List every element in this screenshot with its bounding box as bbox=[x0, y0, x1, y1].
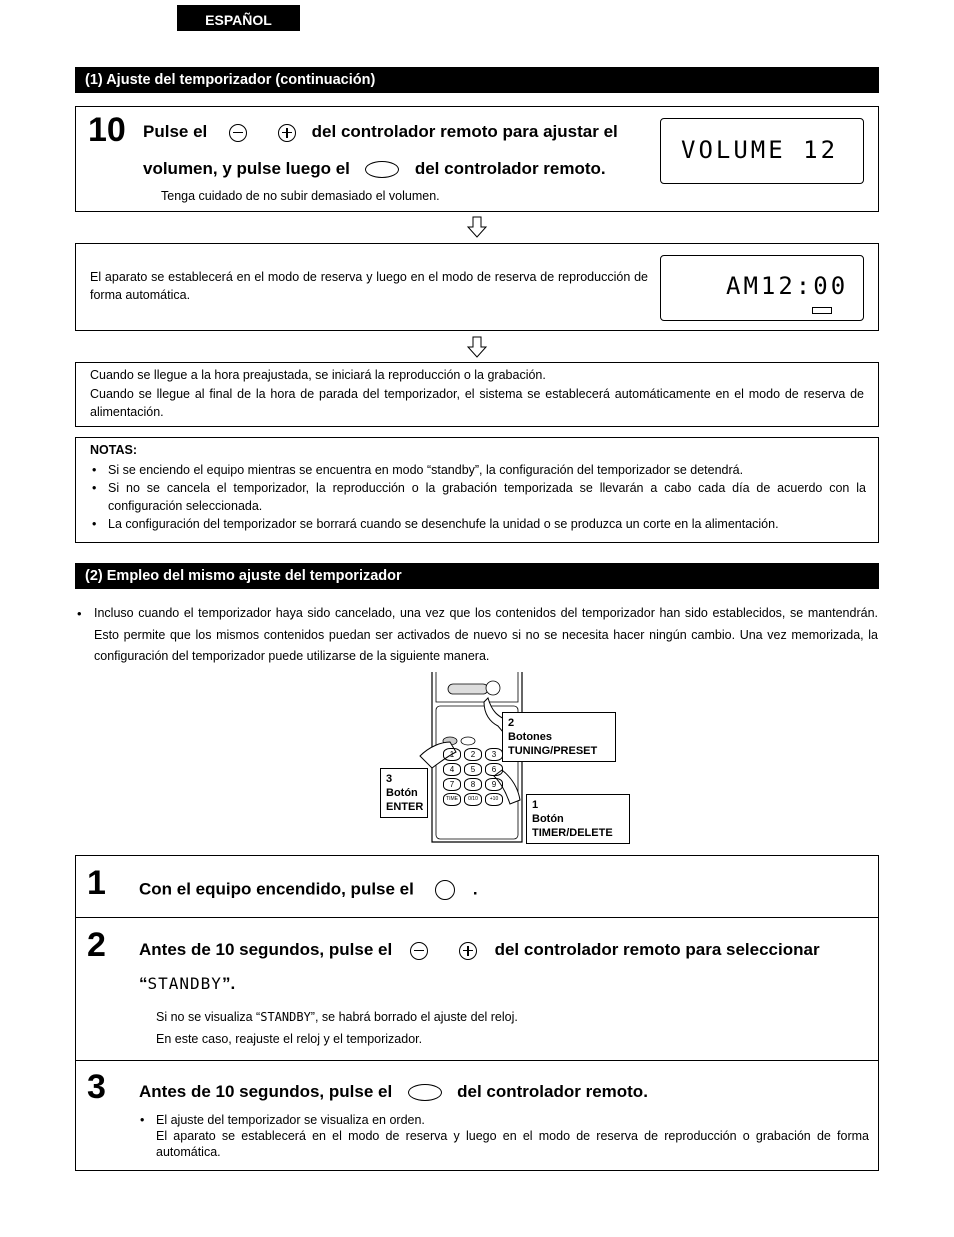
key-2: 2 bbox=[464, 748, 482, 761]
step-10-text-b: del controlador remoto para ajustar el bbox=[311, 122, 618, 141]
step-3-text bbox=[139, 1083, 648, 1101]
quote-close: ”. bbox=[221, 974, 236, 993]
playback-box bbox=[75, 362, 879, 427]
step-10-text-c: volumen, y pulse luego el bbox=[143, 159, 350, 178]
callout-label: Botones bbox=[508, 731, 552, 743]
step-2-note1 bbox=[156, 1008, 518, 1026]
intro-text: Incluso cuando el temporizador haya sido cancelado, una vez que los contenidos del temporizador han sido establecidos, se mantendrán. Esto permite que los mismos contenidos puedan ser activados de nuevo si no se necesita hacer ningún cambio. Una vez memorizada, la configuración del temporizador puede utilizarse de la siguiente manera. bbox=[94, 606, 878, 663]
key-9: 9 bbox=[485, 778, 503, 791]
step-3-bullet-cont: El aparato se establecerá en el modo de reserva y luego en el modo de reserva de reproducción o grabación de forma automática. bbox=[156, 1129, 869, 1159]
lcd-clock-text: AM12:00 bbox=[726, 272, 849, 300]
lcd-display-clock bbox=[660, 255, 864, 321]
step-3-text-b: del controlador remoto. bbox=[457, 1082, 648, 1101]
step-10-line2 bbox=[143, 160, 606, 178]
step-2-text-b: del controlador remoto para seleccionar bbox=[494, 940, 820, 959]
step-1-text bbox=[139, 880, 478, 900]
tuning-up-icon bbox=[459, 942, 477, 960]
standby-box bbox=[75, 243, 879, 331]
step-2-line1 bbox=[139, 941, 820, 960]
callout-label: Botón bbox=[532, 813, 564, 825]
enter-button-icon bbox=[365, 161, 399, 178]
timer-button-icon bbox=[435, 880, 455, 900]
note-item: • Si no se cancela el temporizador, la reproducción o la grabación temporizada se llevarán a cabo cada día de acuerdo con la configuración seleccionada. bbox=[90, 479, 866, 515]
step-3-text-a: Antes de 10 segundos, pulse el bbox=[139, 1082, 393, 1101]
step-10-text-a: Pulse el bbox=[143, 122, 208, 141]
standby-display-text: STANDBY bbox=[147, 974, 222, 993]
quote-open: “ bbox=[139, 974, 148, 993]
notes-box bbox=[75, 437, 879, 543]
volume-down-icon bbox=[229, 124, 247, 142]
callout-tuning-preset bbox=[502, 712, 616, 762]
key-time: TIME bbox=[443, 793, 461, 806]
volume-up-icon bbox=[278, 124, 296, 142]
callout-label: TUNING/PRESET bbox=[508, 745, 598, 757]
step-number: 10 bbox=[88, 111, 126, 149]
step-2-note2: En este caso, reajuste el reloj y el temporizador. bbox=[156, 1032, 423, 1046]
notes-list bbox=[90, 461, 866, 533]
step-2-text-a: Antes de 10 segundos, pulse el bbox=[139, 940, 393, 959]
language-tab: ESPAÑOL bbox=[177, 5, 300, 31]
key-6: 6 bbox=[485, 763, 503, 776]
callout-enter bbox=[380, 768, 428, 818]
callout-label: TIMER/DELETE bbox=[532, 827, 613, 839]
divider bbox=[75, 917, 879, 918]
callout-timer-delete bbox=[526, 794, 630, 844]
callout-number: 1 bbox=[532, 799, 539, 811]
divider bbox=[75, 1060, 879, 1061]
standby-note-text: STANDBY bbox=[260, 1010, 311, 1024]
step-3-bullet: El ajuste del temporizador se visualiza en orden. bbox=[156, 1113, 425, 1127]
section-title-timer-adjust: (1) Ajuste del temporizador (continuación) bbox=[75, 67, 879, 93]
step-2-note1-b: ”, se habrá borrado el ajuste del reloj. bbox=[310, 1010, 518, 1024]
key-4: 4 bbox=[443, 763, 461, 776]
standby-text: El aparato se establecerá en el modo de reserva y luego en el modo de reserva de reproducción de forma automática. bbox=[90, 270, 648, 302]
step-10-note: Tenga cuidado de no subir demasiado el volumen. bbox=[161, 189, 440, 203]
step-1-text-a: Con el equipo encendido, pulse el bbox=[139, 879, 414, 899]
callout-number: 2 bbox=[508, 717, 515, 729]
step-number: 2 bbox=[87, 926, 106, 964]
step-number: 1 bbox=[87, 864, 106, 902]
notes-title: NOTAS: bbox=[90, 443, 137, 457]
step-3-bullet-dot: • bbox=[140, 1113, 145, 1127]
key-7: 7 bbox=[443, 778, 461, 791]
step-2-note1-a: Si no se visualiza “ bbox=[156, 1010, 261, 1024]
step-10-text-d: del controlador remoto. bbox=[414, 159, 606, 178]
key-5: 5 bbox=[464, 763, 482, 776]
step-10-line1 bbox=[143, 123, 618, 142]
step-10-box bbox=[75, 106, 879, 212]
lcd-display-volume bbox=[660, 118, 864, 184]
key-8: 8 bbox=[464, 778, 482, 791]
callout-number: 3 bbox=[386, 773, 393, 785]
step-1-text-b: . bbox=[472, 879, 478, 899]
key-0-10: 0/10 bbox=[464, 793, 482, 806]
key-1: 1 bbox=[443, 748, 461, 761]
enter-button-icon bbox=[408, 1084, 442, 1101]
down-arrow-icon bbox=[466, 336, 488, 358]
key-plus-10: +10 bbox=[485, 793, 503, 806]
tuning-down-icon bbox=[410, 942, 428, 960]
section-title-same-timer: (2) Empleo del mismo ajuste del temporizador bbox=[75, 563, 879, 589]
playback-line1: Cuando se llegue a la hora preajustada, se iniciará la reproducción o la grabación. bbox=[90, 368, 546, 382]
playback-line2: Cuando se llegue al final de la hora de parada del temporizador, el sistema se establecerá automáticamente en el modo de reserva de alimentación. bbox=[90, 387, 864, 419]
callout-label: Botón bbox=[386, 787, 418, 799]
keypad bbox=[443, 748, 503, 806]
key-3: 3 bbox=[485, 748, 503, 761]
step-number: 3 bbox=[87, 1068, 106, 1106]
note-item: • Si se enciendo el equipo mientras se encuentra en modo “standby”, la configuración del temporizador se detendrá. bbox=[90, 461, 866, 479]
remote-illustration bbox=[380, 672, 630, 847]
down-arrow-icon bbox=[466, 216, 488, 238]
step-2-line2 bbox=[139, 975, 235, 992]
note-item: • La configuración del temporizador se borrará cuando se desenchufe la unidad o se produzca un corte en la alimentación. bbox=[90, 515, 866, 533]
lcd-cursor bbox=[812, 307, 832, 314]
lcd-volume-text: VOLUME 12 bbox=[681, 136, 839, 164]
intro-bullet: • bbox=[77, 606, 82, 621]
callout-label: ENTER bbox=[386, 801, 424, 813]
